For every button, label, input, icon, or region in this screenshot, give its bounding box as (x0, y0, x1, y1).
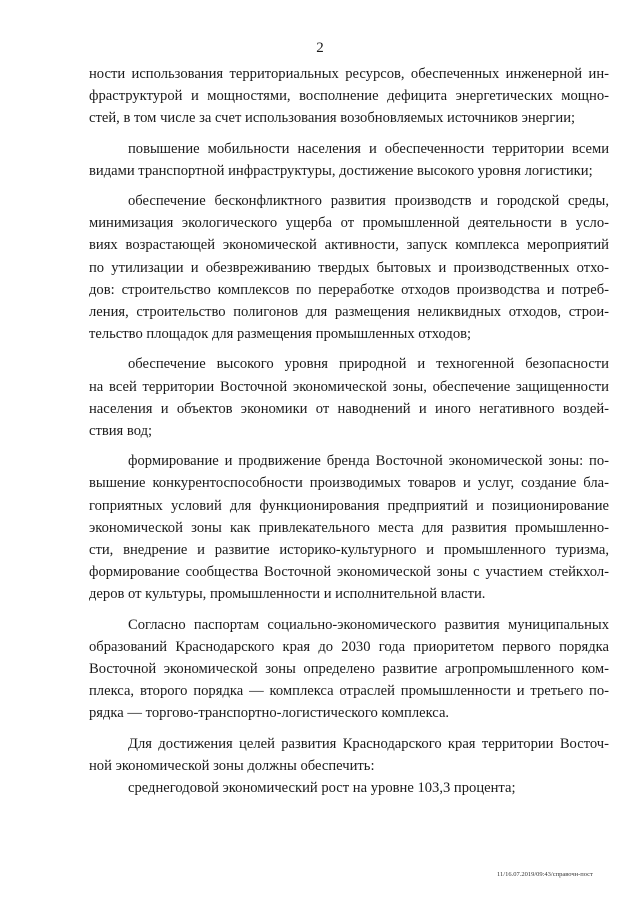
text-line: сти, внедрение и развитие историко-культурного и промышленного туризма, (89, 542, 609, 559)
text-line: вышение конкурентоспособности производимых товаров и услуг, создание бла- (89, 475, 609, 492)
text-line: экономической зоны как привлекательного места для развития промышленно- (89, 519, 609, 536)
text-line: по утилизации и обезвреживанию твердых бытовых и производственных отхо- (89, 259, 609, 276)
text-line: на всей территории Восточной экономической зоны, обеспечение защищенности (89, 378, 609, 395)
text-line: образований Краснодарского края до 2030 года приоритетом первого порядка (89, 638, 609, 655)
text-line: плекса, второго порядка — комплекса отраслей промышленности и третьего по- (89, 683, 609, 700)
text-line: населения и объектов экономики от наводнений и иного негативного воздей- (89, 400, 609, 417)
paragraph-ecology (89, 190, 609, 345)
text-line: ной экономической зоны должны обеспечить: (89, 757, 375, 774)
document-body (89, 63, 609, 799)
text-line: дов: строительство комплексов по переработке отходов производства и потреб- (89, 281, 609, 298)
text-line: формирование и продвижение бренда Восточной экономической зоны: по- (128, 453, 609, 470)
text-line: Согласно паспортам социально-экономического развития муниципальных (128, 616, 609, 633)
text-line: обеспечение высокого уровня природной и техногенной безопасности (128, 356, 609, 373)
text-line: ствия вод; (89, 423, 153, 440)
text-line: ности использования территориальных ресурсов, обеспеченных инженерной ин- (89, 66, 609, 82)
paragraph-safety (89, 353, 609, 442)
text-line: фраструктурой и мощностями, восполнение дефицита энергетических мощно- (89, 88, 609, 105)
text-line: повышение мобильности населения и обеспеченности территории всеми (128, 140, 609, 157)
text-line: Восточной экономической зоны определено развитие агропромышленного ком- (89, 661, 609, 678)
paragraph-mobility (89, 138, 609, 182)
text-line: среднегодовой экономический рост на уровне 103,3 процента; (128, 780, 516, 797)
text-line: стей, в том числе за счет использования возобновляемых источников энергии; (89, 110, 576, 127)
text-line: ления, строительство полигонов для размещения неликвидных отходов, строи- (89, 304, 609, 321)
paragraph-priorities (89, 614, 609, 725)
text-line: формирование сообщества Восточной экономической зоны с участием стейкхол- (89, 564, 609, 581)
paragraph-continuation (89, 63, 609, 130)
text-line: рядка — торгово-транспортно-логистического комплекса. (89, 705, 450, 722)
text-line: обеспечение бесконфликтного развития производств и городской среды, (128, 193, 609, 210)
page-number: 2 (316, 40, 324, 56)
paragraph-brand (89, 450, 609, 605)
text-line: гоприятных условий для функционирования предприятий и позиционирование (89, 497, 609, 514)
text-line: деров от культуры, промышленности и исполнительной власти. (89, 586, 486, 603)
paragraph-growth (89, 777, 609, 799)
text-line: Для достижения целей развития Краснодарского края территории Восточ- (128, 735, 609, 752)
text-line: тельство площадок для размещения промышленных отходов; (89, 326, 472, 343)
paragraph-goals (89, 733, 609, 777)
text-line: минимизация экологического ущерба от промышленной деятельности в усло- (89, 215, 609, 232)
text-line: виях возрастающей экономической активности, запуск комплекса мероприятий (89, 237, 609, 254)
footer-document-code: 11/16.07.2019/09:43/справочн-пост (497, 871, 593, 878)
text-line: видами транспортной инфраструктуры, достижение высокого уровня логистики; (89, 162, 593, 179)
